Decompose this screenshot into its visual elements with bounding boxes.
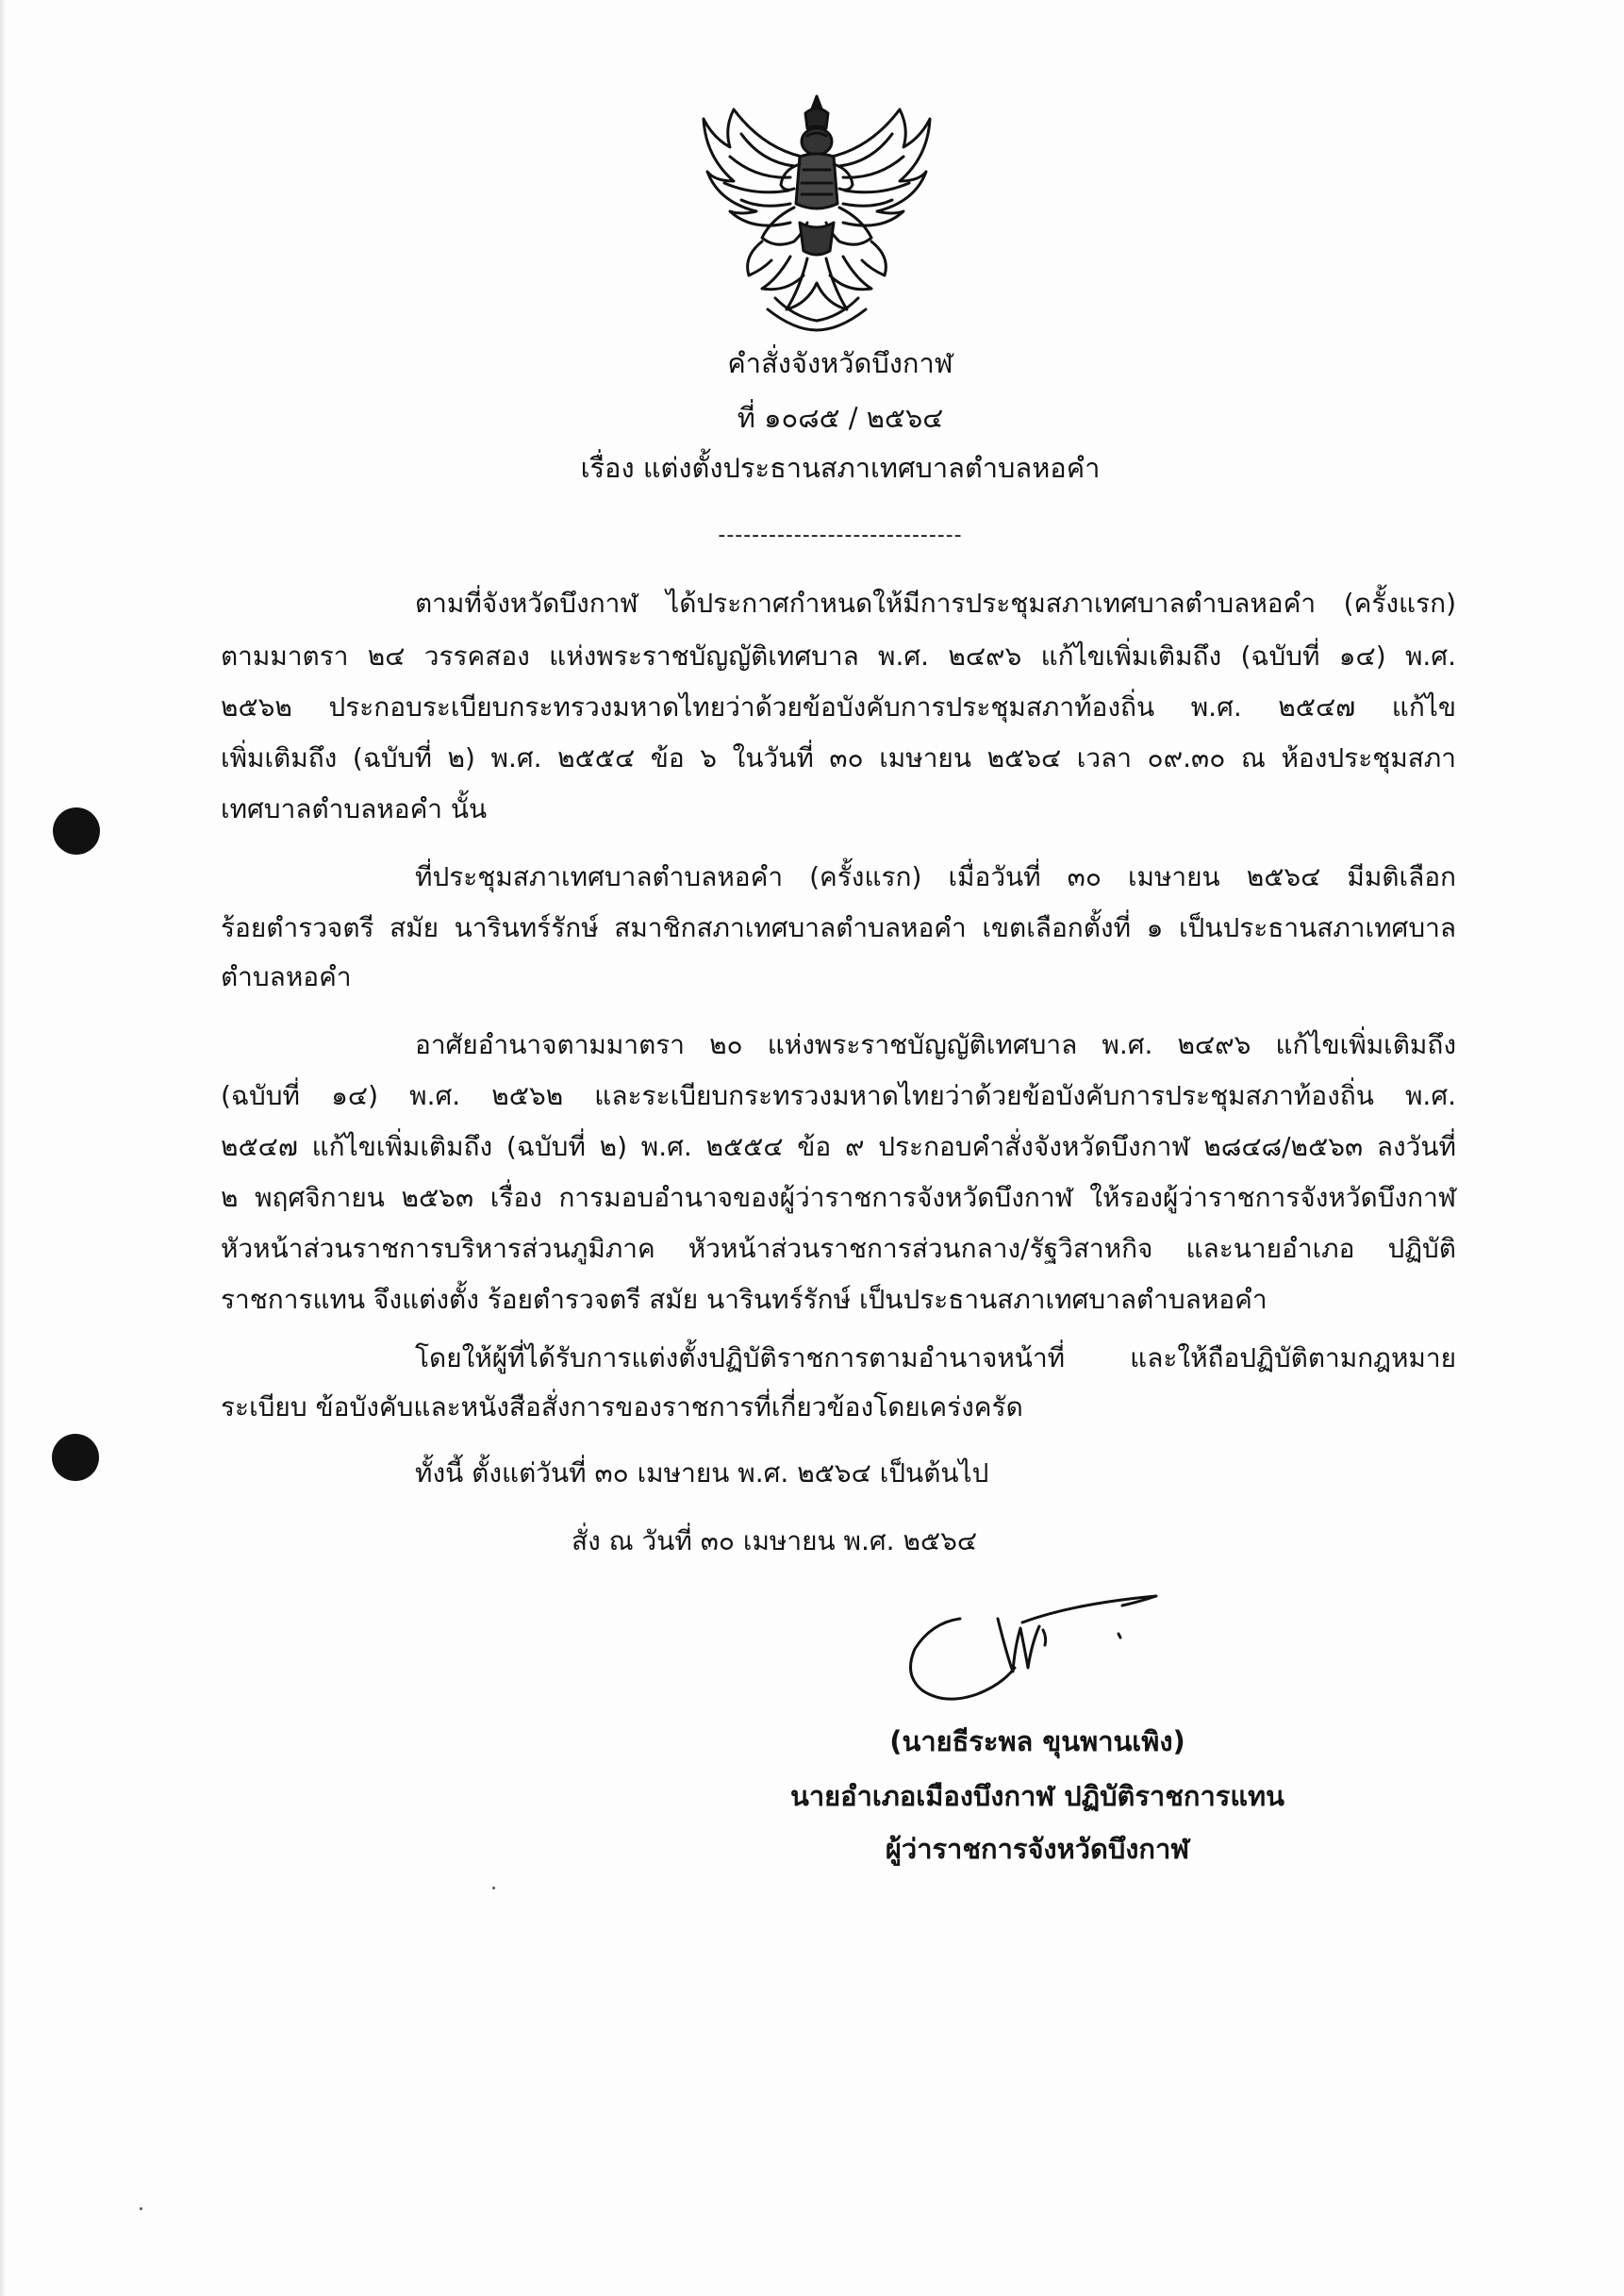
paragraph-3-line: หัวหน้าส่วนราชการบริหารส่วนภูมิภาค หัวหน้าส่วนราชการส่วนกลาง/รัฐวิสาหกิจ และนายอำเภอ ปฏิบัติ	[221, 1233, 1456, 1264]
paragraph-4-line: โดยให้ผู้ที่ได้รับการแต่งตั้งปฏิบัติราชการตามอำนาจหน้าที่ และให้ถือปฏิบัติตามกฎหมาย	[415, 1342, 1456, 1373]
paragraph-1-line: เทศบาลตำบลหอคำ นั้น	[221, 793, 488, 824]
punch-hole	[53, 807, 100, 855]
order-title: คำสั่งจังหวัดบึงกาฬ	[727, 347, 953, 379]
paragraph-1-line: เพิ่มเติมถึง (ฉบับที่ ๒) พ.ศ. ๒๕๕๔ ข้อ ๖ ในวันที่ ๓๐ เมษายน ๒๕๖๔ เวลา ๐๙.๓๐ ณ ห้องประชุมสภา	[221, 742, 1456, 774]
order-date: สั่ง ณ วันที่ ๓๐ เมษายน พ.ศ. ๒๕๖๔	[572, 1525, 978, 1556]
header-divider: -----------------------------	[718, 524, 963, 547]
signatory-position: นายอำเภอเมืองบึงกาฬ ปฏิบัติราชการแทน	[790, 1780, 1284, 1812]
paragraph-3-line: ราชการแทน จึงแต่งตั้ง ร้อยตำรวจตรี สมัย นารินทร์รักษ์ เป็นประธานสภาเทศบาลตำบลหอคำ	[221, 1284, 1268, 1315]
punch-hole	[52, 1434, 99, 1481]
signatory-role: ผู้ว่าราชการจังหวัดบึงกาฬ	[885, 1833, 1190, 1865]
order-subject: เรื่อง แต่งตั้งประธานสภาเทศบาลตำบลหอคำ	[580, 452, 1101, 484]
paragraph-1-line: ตามที่จังหวัดบึงกาฬ ได้ประกาศกำหนดให้มีการประชุมสภาเทศบาลตำบลหอคำ (ครั้งแรก)	[415, 588, 1456, 619]
paragraph-2-line: ที่ประชุมสภาเทศบาลตำบลหอคำ (ครั้งแรก) เมื่อวันที่ ๓๐ เมษายน ๒๕๖๔ มีมติเลือก	[415, 861, 1456, 892]
paragraph-3-line: ๒๕๔๗ แก้ไขเพิ่มเติมถึง (ฉบับที่ ๒) พ.ศ. ๒๕๕๔ ข้อ ๙ ประกอบคำสั่งจังหวัดบึงกาฬ ๒๘๔๘/๒๕๖๓ ลงวันที่	[221, 1131, 1456, 1162]
paragraph-1-line: ๒๕๖๒ ประกอบระเบียบกระทรวงมหาดไทยว่าด้วยข้อบังคับการประชุมสภาท้องถิ่น พ.ศ. ๒๕๔๗ แก้ไข	[221, 691, 1456, 723]
signatory-name: (นายธีระพล ขุนพานเพิง)	[889, 1725, 1185, 1757]
scan-speck	[492, 1887, 495, 1889]
paragraph-2-line: ตำบลหอคำ	[221, 961, 352, 992]
paragraph-3-line: (ฉบับที่ ๑๔) พ.ศ. ๒๕๖๒ และระเบียบกระทรวงมหาดไทยว่าด้วยข้อบังคับการประชุมสภาท้องถิ่น พ.ศ.	[221, 1080, 1456, 1111]
paragraph-3-line: อาศัยอำนาจตามมาตรา ๒๐ แห่งพระราชบัญญัติเทศบาล พ.ศ. ๒๔๙๖ แก้ไขเพิ่มเติมถึง	[415, 1029, 1456, 1060]
paragraph-4-line: ระเบียบ ข้อบังคับและหนังสือสั่งการของราชการที่เกี่ยวข้องโดยเคร่งครัด	[221, 1391, 1023, 1423]
paragraph-3-line: ๒ พฤศจิกายน ๒๕๖๓ เรื่อง การมอบอำนาจของผู้ว่าราชการจังหวัดบึงกาฬ ให้รองผู้ว่าราชการจังหวัดบึงกาฬ	[221, 1182, 1456, 1213]
garuda-emblem-icon	[696, 91, 937, 334]
scan-speck	[140, 2207, 142, 2210]
page-edge-shadow	[0, 0, 6, 2296]
order-number: ที่ ๑๐๘๕ / ๒๕๖๔	[737, 402, 944, 434]
effective-date: ทั้งนี้ ตั้งแต่วันที่ ๓๐ เมษายน พ.ศ. ๒๕๖๔ เป็นต้นไป	[415, 1457, 989, 1489]
paragraph-2-line: ร้อยตำรวจตรี สมัย นารินทร์รักษ์ สมาชิกสภาเทศบาลตำบลหอคำ เขตเลือกตั้งที่ ๑ เป็นประธานสภาเทศบาล	[221, 912, 1456, 943]
paragraph-1-line: ตามมาตรา ๒๔ วรรคสอง แห่งพระราชบัญญัติเทศบาล พ.ศ. ๒๔๙๖ แก้ไขเพิ่มเติมถึง (ฉบับที่ ๑๔) พ.ศ.	[221, 641, 1456, 672]
handwritten-signature-icon	[903, 1581, 1168, 1713]
